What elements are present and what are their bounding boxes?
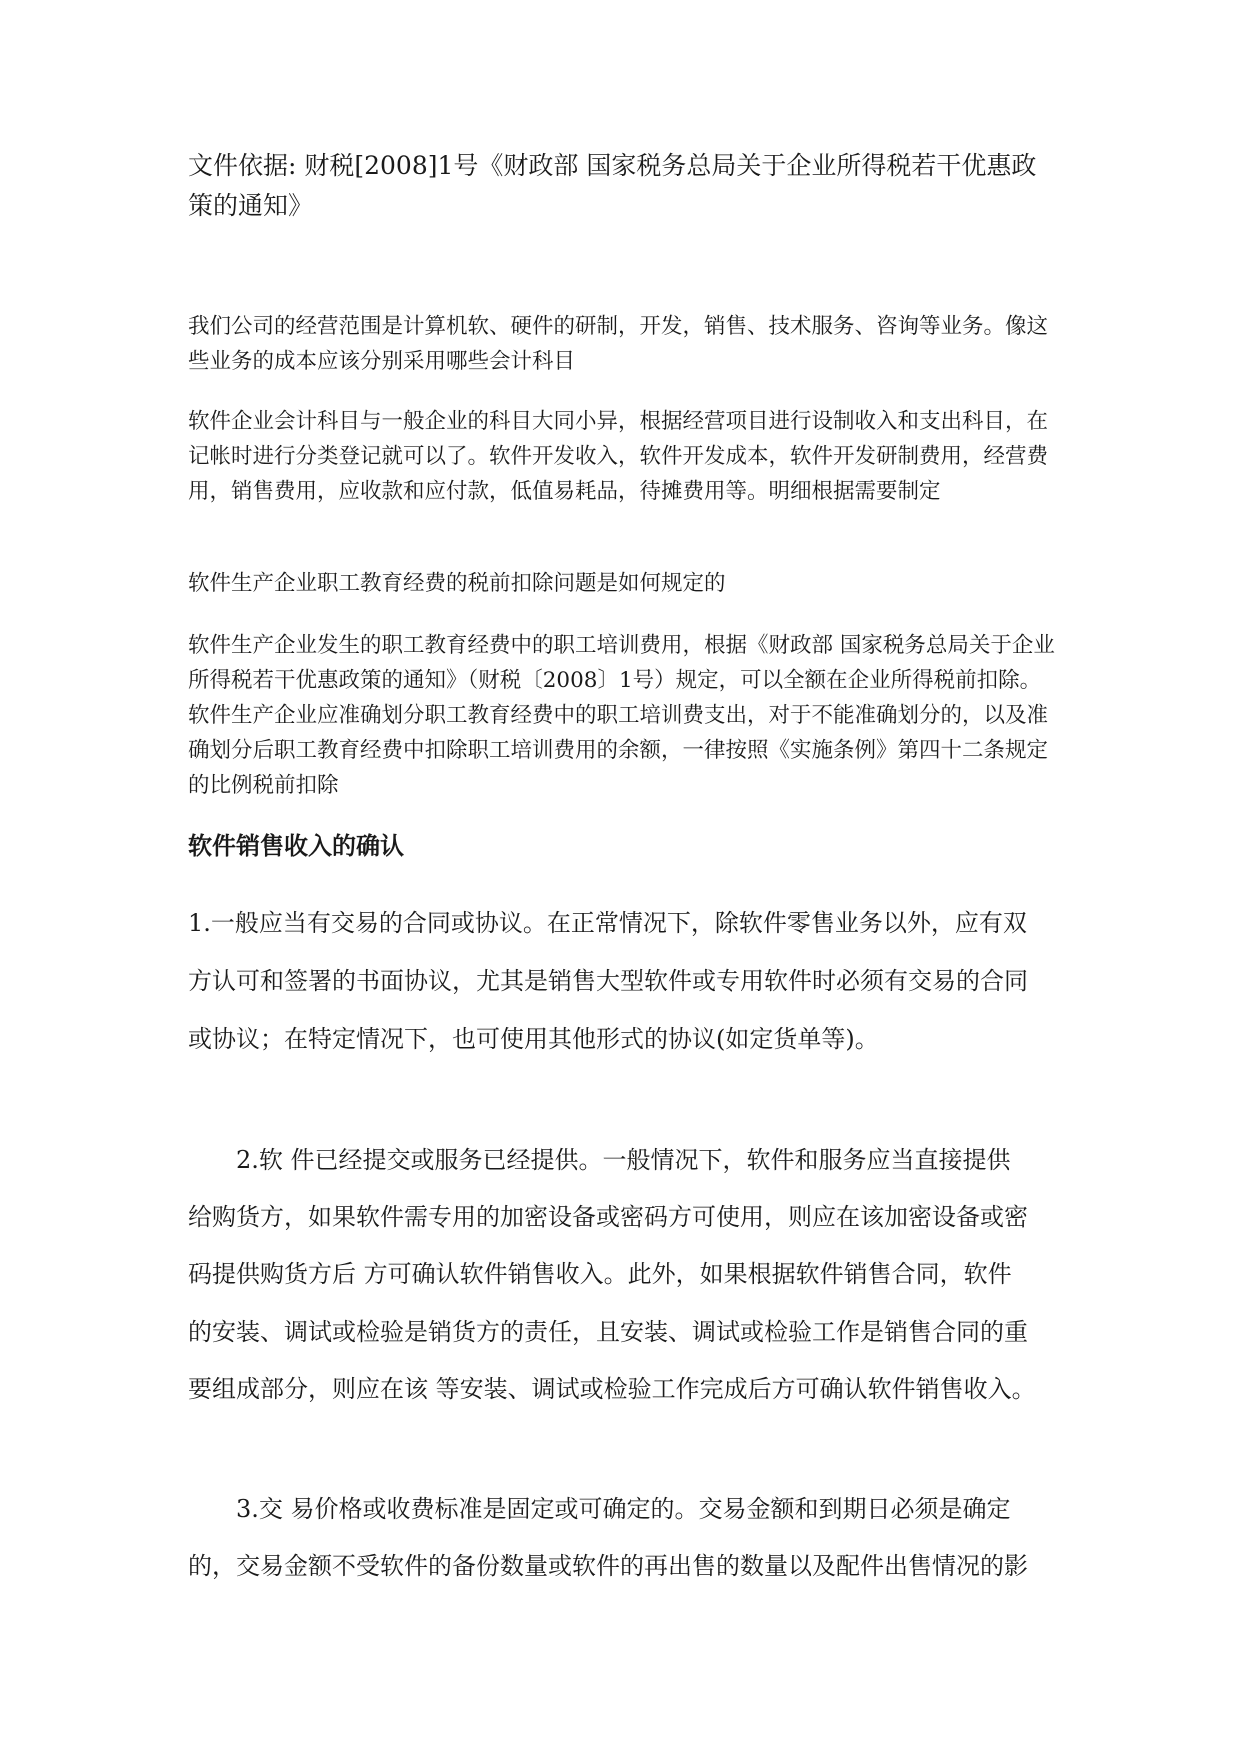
list-item-line: 的，交易金额不受软件的备份数量或软件的再出售的数量以及配件出售情况的影 — [188, 1552, 1028, 1580]
list-item-line: 要组成部分，则应在该 等安装、调试或检验工作完成后方可确认软件销售收入。 — [188, 1375, 1036, 1403]
answer-education-paragraph: 软件生产企业发生的职工教育经费中的职工培训费用，根据《财政部 国家税务总局关于企业所得税若干优惠政策的通知》（财税〔2008〕1号）规定，可以全额在企业所得税前扣除。软件生产企业应准确划分职工教育经费中的职工培训费支出，对于不能准确划分的，以及准确划分后职工教育经费中扣除职工培训费用的余额，一律按照《实施条例》第四十二条规定的比例税前扣除 — [188, 633, 1055, 798]
list-item-line: 或协议；在特定情况下，也可使用其他形式的协议(如定货单等)。 — [188, 1025, 879, 1053]
answer-accounts-paragraph: 软件企业会计科目与一般企业的科目大同小异，根据经营项目进行设制收入和支出科目，在记帐时进行分类登记就可以了。软件开发收入，软件开发成本，软件开发研制费用，经营费用，销售费用，应收款和应付款，低值易耗品，待摊费用等。明细根据需要制定 — [188, 409, 1049, 504]
list-item-line: 给购货方，如果软件需专用的加密设备或密码方可使用，则应在该加密设备或密 — [188, 1203, 1028, 1231]
list-item-line: 2.软 件已经提交或服务已经提供。一般情况下，软件和服务应当直接提供 — [236, 1146, 1011, 1174]
section-heading: 软件销售收入的确认 — [188, 831, 404, 860]
list-item-line: 方认可和签署的书面协议，尤其是销售大型软件或专用软件时必须有交易的合同 — [188, 967, 1028, 995]
list-item-line: 1.一般应当有交易的合同或协议。在正常情况下，除软件零售业务以外，应有双 — [188, 909, 1027, 937]
file-basis-paragraph: 文件依据: 财税[2008]1号《财政部 国家税务总局关于企业所得税若干优惠政策的通知》 — [188, 151, 1037, 220]
list-item-line: 3.交 易价格或收费标准是固定或可确定的。交易金额和到期日必须是确定 — [236, 1495, 1011, 1523]
question-accounts-paragraph: 我们公司的经营范围是计算机软、硬件的研制，开发，销售、技术服务、咨询等业务。像这些业务的成本应该分别采用哪些会计科目 — [188, 314, 1049, 374]
list-item-line: 的安装、调试或检验是销货方的责任，且安装、调试或检验工作是销售合同的重 — [188, 1318, 1028, 1346]
question-education-paragraph: 软件生产企业职工教育经费的税前扣除问题是如何规定的 — [188, 571, 726, 596]
list-item-line: 码提供购货方后 方可确认软件销售收入。此外，如果根据软件销售合同，软件 — [188, 1260, 1012, 1288]
